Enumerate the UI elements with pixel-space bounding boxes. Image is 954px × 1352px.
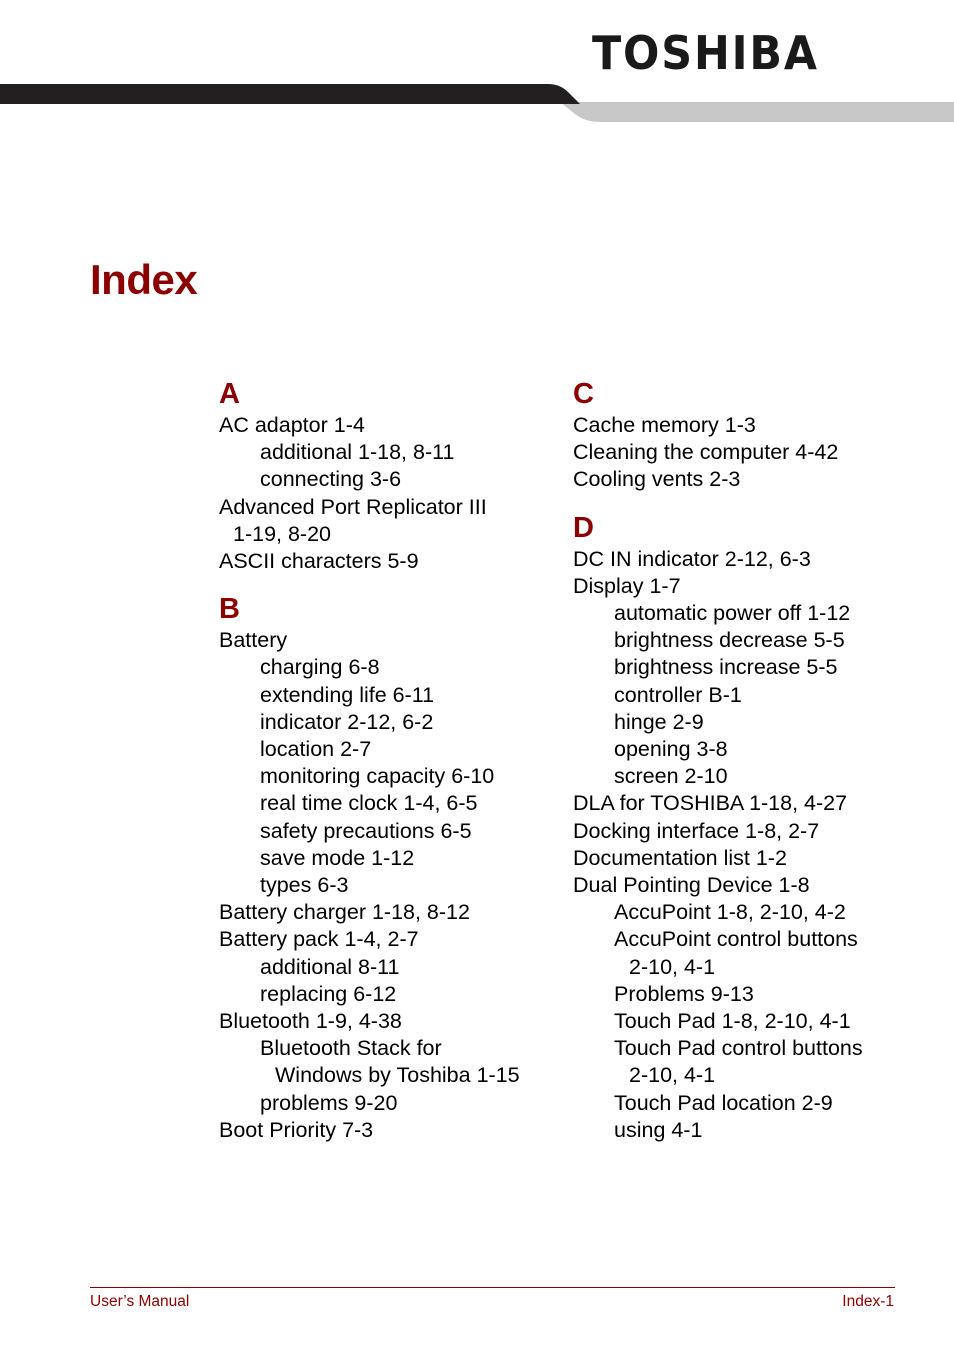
index-entry: Advanced Port Replicator III (219, 494, 487, 519)
index-section-b (219, 585, 549, 1144)
index-subentry: problems 9-20 (260, 1090, 398, 1115)
index-subentry: Touch Pad control buttons (614, 1036, 863, 1061)
page-title: Index (90, 256, 198, 303)
index-entry: Battery charger 1-18, 8-12 (219, 900, 470, 925)
index-section-a (219, 370, 549, 575)
index-column-left (219, 370, 549, 1144)
header-bar (0, 84, 954, 124)
index-subentry: AccuPoint 1-8, 2-10, 4-2 (614, 900, 846, 925)
index-subentry: automatic power off 1-12 (614, 601, 851, 626)
index-entry: Documentation list 1-2 (573, 845, 787, 870)
index-subentry: Touch Pad location 2-9 (614, 1090, 833, 1115)
index-entry: 1-19, 8-20 (233, 521, 332, 546)
index-subentry: real time clock 1-4, 6-5 (260, 791, 478, 816)
index-subentry: location 2-7 (260, 737, 372, 762)
section-letter-heading: C (573, 378, 594, 410)
index-section-d (573, 504, 933, 1144)
index-entry: ASCII characters 5-9 (219, 549, 419, 574)
index-subentry: types 6-3 (260, 873, 349, 898)
index-subentry: save mode 1-12 (260, 845, 415, 870)
index-entry: Cache memory 1-3 (573, 413, 756, 437)
index-entry: DC IN indicator 2-12, 6-3 (573, 546, 811, 571)
section-letter-heading: A (219, 378, 240, 410)
index-entry: AC adaptor 1-4 (219, 413, 365, 437)
index-column-right (573, 370, 933, 1144)
index-entry: Boot Priority 7-3 (219, 1117, 374, 1142)
index-subentry: 2-10, 4-1 (629, 954, 716, 979)
index-subentry: controller B-1 (614, 682, 742, 707)
index-subentry: charging 6-8 (260, 655, 380, 680)
footer-manual-label: User’s Manual (90, 1293, 190, 1310)
index-subentry: Touch Pad 1-8, 2-10, 4-1 (614, 1009, 851, 1034)
index-entry: Docking interface 1-8, 2-7 (573, 818, 820, 843)
header-bar-dark (0, 84, 580, 104)
index-subentry: hinge 2-9 (614, 709, 704, 734)
index-entry: Battery (219, 628, 288, 653)
index-subentry: AccuPoint control buttons (614, 927, 858, 952)
index-subentry: brightness increase 5-5 (614, 655, 838, 680)
index-entry: Cooling vents 2-3 (573, 467, 741, 492)
index-subentry: extending life 6-11 (260, 682, 435, 707)
toshiba-logo: TOSHIBA (592, 26, 819, 80)
index-subentry: Problems 9-13 (614, 981, 754, 1006)
footer-page-number: Index-1 (842, 1293, 894, 1310)
index-entry: DLA for TOSHIBA 1-18, 4-27 (573, 791, 848, 816)
index-subentry: screen 2-10 (614, 764, 728, 789)
header-bar-light (560, 102, 954, 122)
index-entry: Dual Pointing Device 1-8 (573, 873, 810, 898)
index-entry: Bluetooth 1-9, 4-38 (219, 1009, 402, 1034)
index-entry: Cleaning the computer 4-42 (573, 440, 839, 465)
index-subentry: 2-10, 4-1 (629, 1063, 716, 1088)
index-section-c (573, 370, 933, 494)
index-entry: Display 1-7 (573, 573, 681, 598)
section-letter-heading: B (219, 593, 240, 626)
index-subentry: safety precautions 6-5 (260, 818, 472, 843)
index-subentry: additional 8-11 (260, 954, 400, 979)
index-subentry: Windows by Toshiba 1-15 (275, 1063, 520, 1088)
index-subentry: indicator 2-12, 6-2 (260, 709, 434, 734)
section-letter-heading: D (573, 511, 594, 544)
index-subentry: opening 3-8 (614, 737, 728, 762)
index-subentry: Bluetooth Stack for (260, 1036, 442, 1061)
footer-rule (90, 1287, 895, 1288)
index-entry: Battery pack 1-4, 2-7 (219, 927, 419, 952)
index-subentry: brightness decrease 5-5 (614, 628, 845, 653)
index-subentry: replacing 6-12 (260, 981, 397, 1006)
index-subentry: monitoring capacity 6-10 (260, 764, 495, 789)
index-subentry: using 4-1 (614, 1117, 703, 1142)
index-subentry: connecting 3-6 (260, 467, 402, 492)
index-subentry: additional 1-18, 8-11 (260, 440, 455, 465)
